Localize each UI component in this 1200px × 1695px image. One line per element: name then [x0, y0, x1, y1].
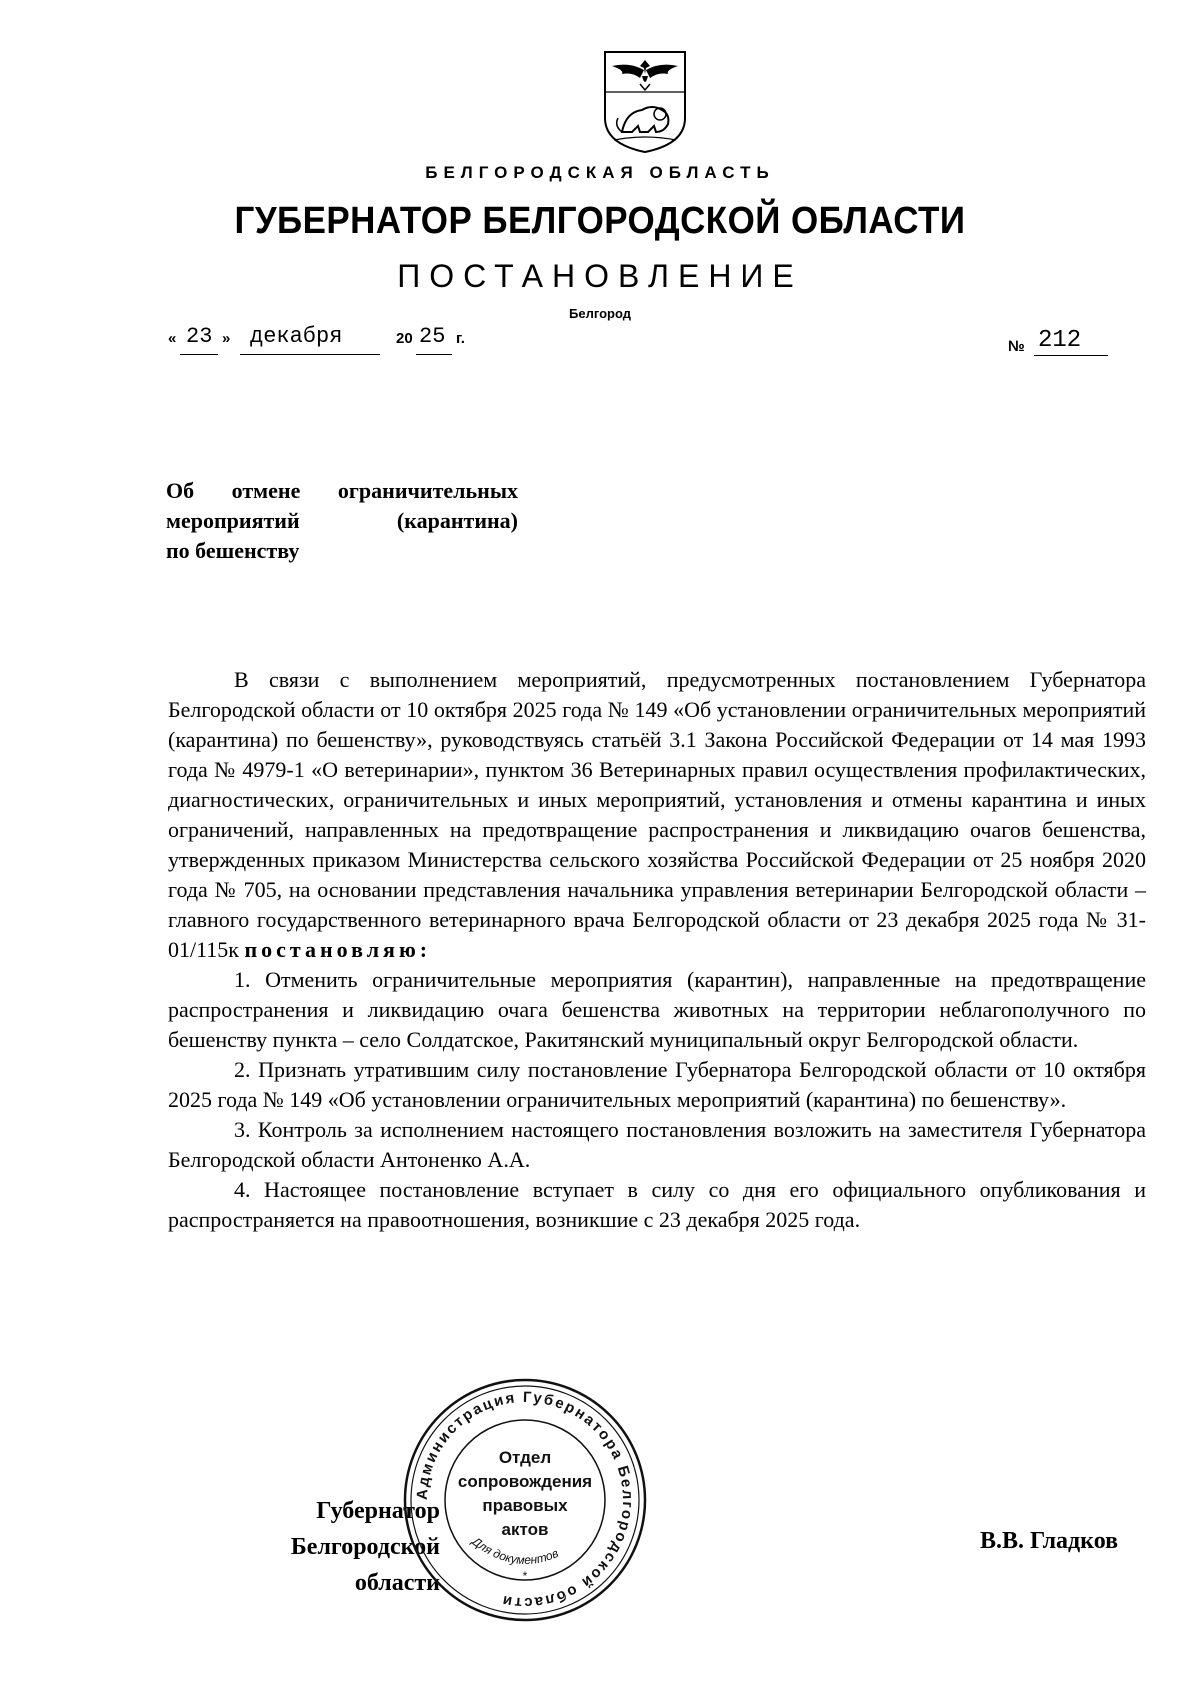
item-paragraph: 3. Контроль за исполнением настоящего постановления возложить на заместителя Губернатора Белгородской области Антоненко А.А. — [168, 1117, 1146, 1172]
item-paragraph: 1. Отменить ограничительные мероприятия (карантин), направленные на предотвращение распространения и ликвидацию очага бешенства животных на территории неблагополучного по бешенству пункта – село Солдатское, Ракитянский муниципальный округ Белгородской области. — [168, 967, 1146, 1052]
subject-line: мероприятий (карантина) — [166, 508, 518, 533]
date-year-mark: г. — [456, 330, 465, 347]
stamp-ring-text: Администрация Губернатора Белгородской области — [413, 1388, 637, 1612]
item-paragraph: 4. Настоящее постановление вступает в силу со дня его официального опубликования и распространяется на правоотношения, возникшие с 23 декабря 2025 года. — [168, 1177, 1146, 1232]
document-type: ПОСТАНОВЛЕНИЕ — [397, 258, 803, 294]
stamp-center-line: актов — [501, 1520, 549, 1539]
signatory-position-line: Белгородской области — [290, 1534, 440, 1596]
subject-line: по бешенству — [166, 538, 300, 563]
preamble-text: В связи с выполнением мероприятий, предусмотренных постановлением Губернатора Белгородской области от 10 октября 2025 года № 149 «Об установлении ограничительных мероприятий (карантина) по бешенству», руководствуясь статьёй 3.1 Закона Российской Федерации от 14 мая 1993 года № 4979-1 «О ветеринарии», пунктом 36 Ветеринарных правил осуществления профилактических, диагностических, ограничительных и иных мероприятий, установления и отмены карантина и иных ограничений, направленных на предотвращение распространения и ликвидацию очагов бешенства, утвержденных приказом Министерства сельского хозяйства Российской Федерации от 25 ноября 2020 года № 705, на основании представления начальника управления ветеринарии Белгородской области – главного государственного ветеринарного врача Белгородской области от 23 декабря 2025 года № 31-01/115к — [168, 667, 1146, 962]
coat-of-arms-emblem — [600, 48, 690, 156]
date-open-quote: « — [168, 330, 177, 347]
signatory-position-line: Губернатор — [316, 1498, 440, 1524]
preamble-paragraph — [168, 665, 1146, 965]
document-subject — [166, 476, 518, 566]
document-number-label: № — [1008, 338, 1025, 355]
date-day: 23 — [186, 324, 213, 349]
date-close-quote: » — [222, 330, 231, 347]
date-year-prefix: 20 — [396, 330, 413, 347]
date-month: декабря — [250, 324, 343, 349]
document-number: 212 — [1038, 327, 1082, 354]
stamp-center-line: Отдел — [498, 1448, 552, 1467]
decree-word: постановляю: — [244, 937, 432, 962]
date-year-suffix: 25 — [419, 324, 446, 349]
stamp-center-line: правовых — [482, 1496, 568, 1515]
document-body — [168, 665, 1146, 1235]
issuer-title: ГУБЕРНАТОР БЕЛГОРОДСКОЙ ОБЛАСТИ — [234, 200, 966, 242]
official-stamp — [400, 1375, 650, 1625]
svg-text:*: * — [522, 1569, 528, 1583]
document-number-underline — [1034, 355, 1108, 356]
subject-line: Об отмене ограничительных — [166, 478, 518, 503]
item-paragraph: 2. Признать утратившим силу постановление Губернатора Белгородской области от 10 октября 2025 года № 149 «Об установлении ограничительных мероприятий (карантина) по бешенству». — [168, 1057, 1146, 1112]
region-name: БЕЛГОРОДСКАЯ ОБЛАСТЬ — [425, 163, 775, 182]
city-name: Белгород — [569, 306, 631, 321]
stamp-center-line: сопровождения — [457, 1472, 593, 1491]
signatory-name: В.В. Гладков — [980, 1528, 1119, 1554]
stamp-bottom-text: Для документов — [469, 1534, 561, 1568]
